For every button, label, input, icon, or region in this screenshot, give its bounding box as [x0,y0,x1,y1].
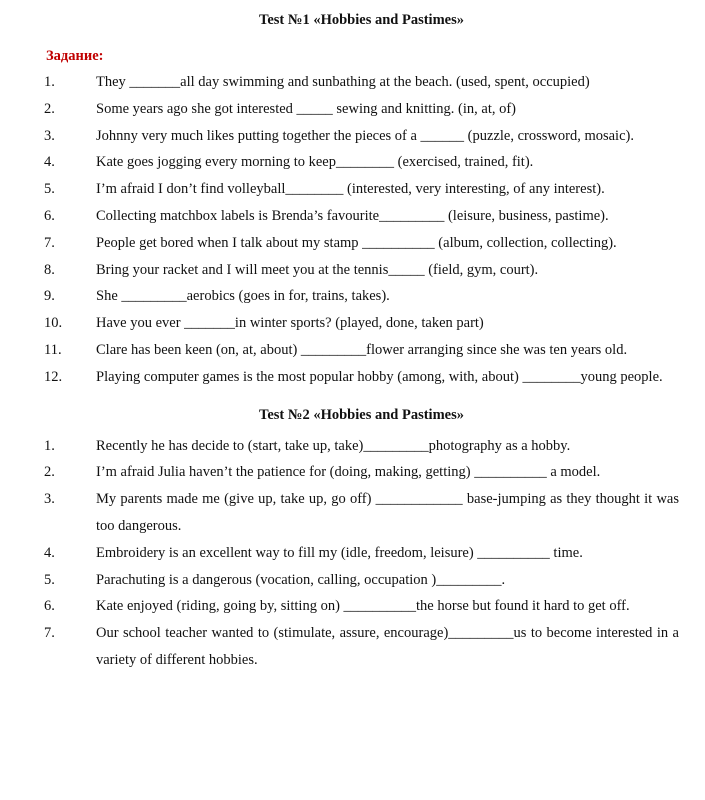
item-number: 7. [44,234,55,251]
item-text: I’m afraid Julia haven’t the patience for (doing, making, getting) __________ a model. [96,464,601,481]
list-item [44,593,679,620]
item-number: 2. [44,100,55,117]
list-item [44,364,679,391]
list-item [44,149,679,176]
item-number: 9. [44,288,55,305]
list-item [44,459,679,486]
item-text: Clare has been keen (on, at, about) _________flower arranging since she was ten years old. [96,341,628,358]
list-item [44,567,679,594]
item-number: 8. [44,261,55,278]
item-number: 12. [44,368,63,385]
item-text: Our school teacher wanted to (stimulate, assure, encourage)_________us to become interested in a variety of different hobbies. [96,625,679,668]
item-text: Parachuting is a dangerous (vocation, calling, occupation )_________. [96,571,506,588]
list-item [44,203,679,230]
list-item [44,176,679,203]
list-item [44,433,679,460]
list-item [44,230,679,257]
item-text: Collecting matchbox labels is Brenda’s favourite_________ (leisure, business, pastime). [96,207,609,224]
item-number: 1. [44,437,55,454]
item-number: 1. [44,74,55,90]
item-text: Playing computer games is the most popular hobby (among, with, about) ________young people. [96,368,663,385]
test2-title: Test №2 «Hobbies and Pastimes» [259,406,464,423]
list-item [44,283,679,310]
item-text: Have you ever _______in winter sports? (played, done, taken part) [96,315,484,332]
item-number: 11. [44,341,62,358]
list-item [44,310,679,337]
list-item [44,620,679,674]
item-number: 5. [44,181,55,198]
item-text: Johnny very much likes putting together the pieces of a ______ (puzzle, crossword, mosaic). [96,127,634,144]
list-item [44,69,679,96]
test2-list [44,433,679,674]
item-number: 3. [44,127,55,144]
item-number: 3. [44,491,55,508]
item-number: 5. [44,571,55,588]
list-item [44,96,679,123]
list-item [44,540,679,567]
item-text: She _________aerobics (goes in for, trains, takes). [96,288,390,305]
list-item [44,123,679,150]
item-number: 10. [44,315,63,332]
item-number: 4. [44,154,55,171]
item-number: 7. [44,625,55,642]
item-text: Recently he has decide to (start, take up, take)_________photography as a hobby. [96,437,571,454]
test1-title: Test №1 «Hobbies and Pastimes» [259,12,464,28]
item-number: 2. [44,464,55,481]
list-item [44,257,679,284]
item-text: Embroidery is an excellent way to fill my (idle, freedom, leisure) __________ time. [96,544,583,561]
item-text: I’m afraid I don’t find volleyball________ (interested, very interesting, of any interest). [96,181,605,198]
item-text: They _______all day swimming and sunbathing at the beach. (used, spent, occupied) [96,74,590,90]
item-text: Kate enjoyed (riding, going by, sitting on) __________the horse but found it hard to get off. [96,598,630,615]
item-number: 4. [44,544,55,561]
item-number: 6. [44,207,55,224]
item-text: Bring your racket and I will meet you at the tennis_____ (field, gym, court). [96,261,539,278]
item-text: Kate goes jogging every morning to keep________ (exercised, trained, fit). [96,154,534,171]
item-text: Some years ago she got interested _____ sewing and knitting. (in, at, of) [96,100,517,117]
task-label: Задание: [46,48,104,64]
list-item [44,337,679,364]
item-number: 6. [44,598,55,615]
list-item [44,486,679,540]
item-text: My parents made me (give up, take up, go off) ____________ base-jumping as they thought it was too dangerous. [96,491,679,534]
test1-list [44,69,679,391]
item-text: People get bored when I talk about my stamp __________ (album, collection, collecting). [96,234,617,251]
